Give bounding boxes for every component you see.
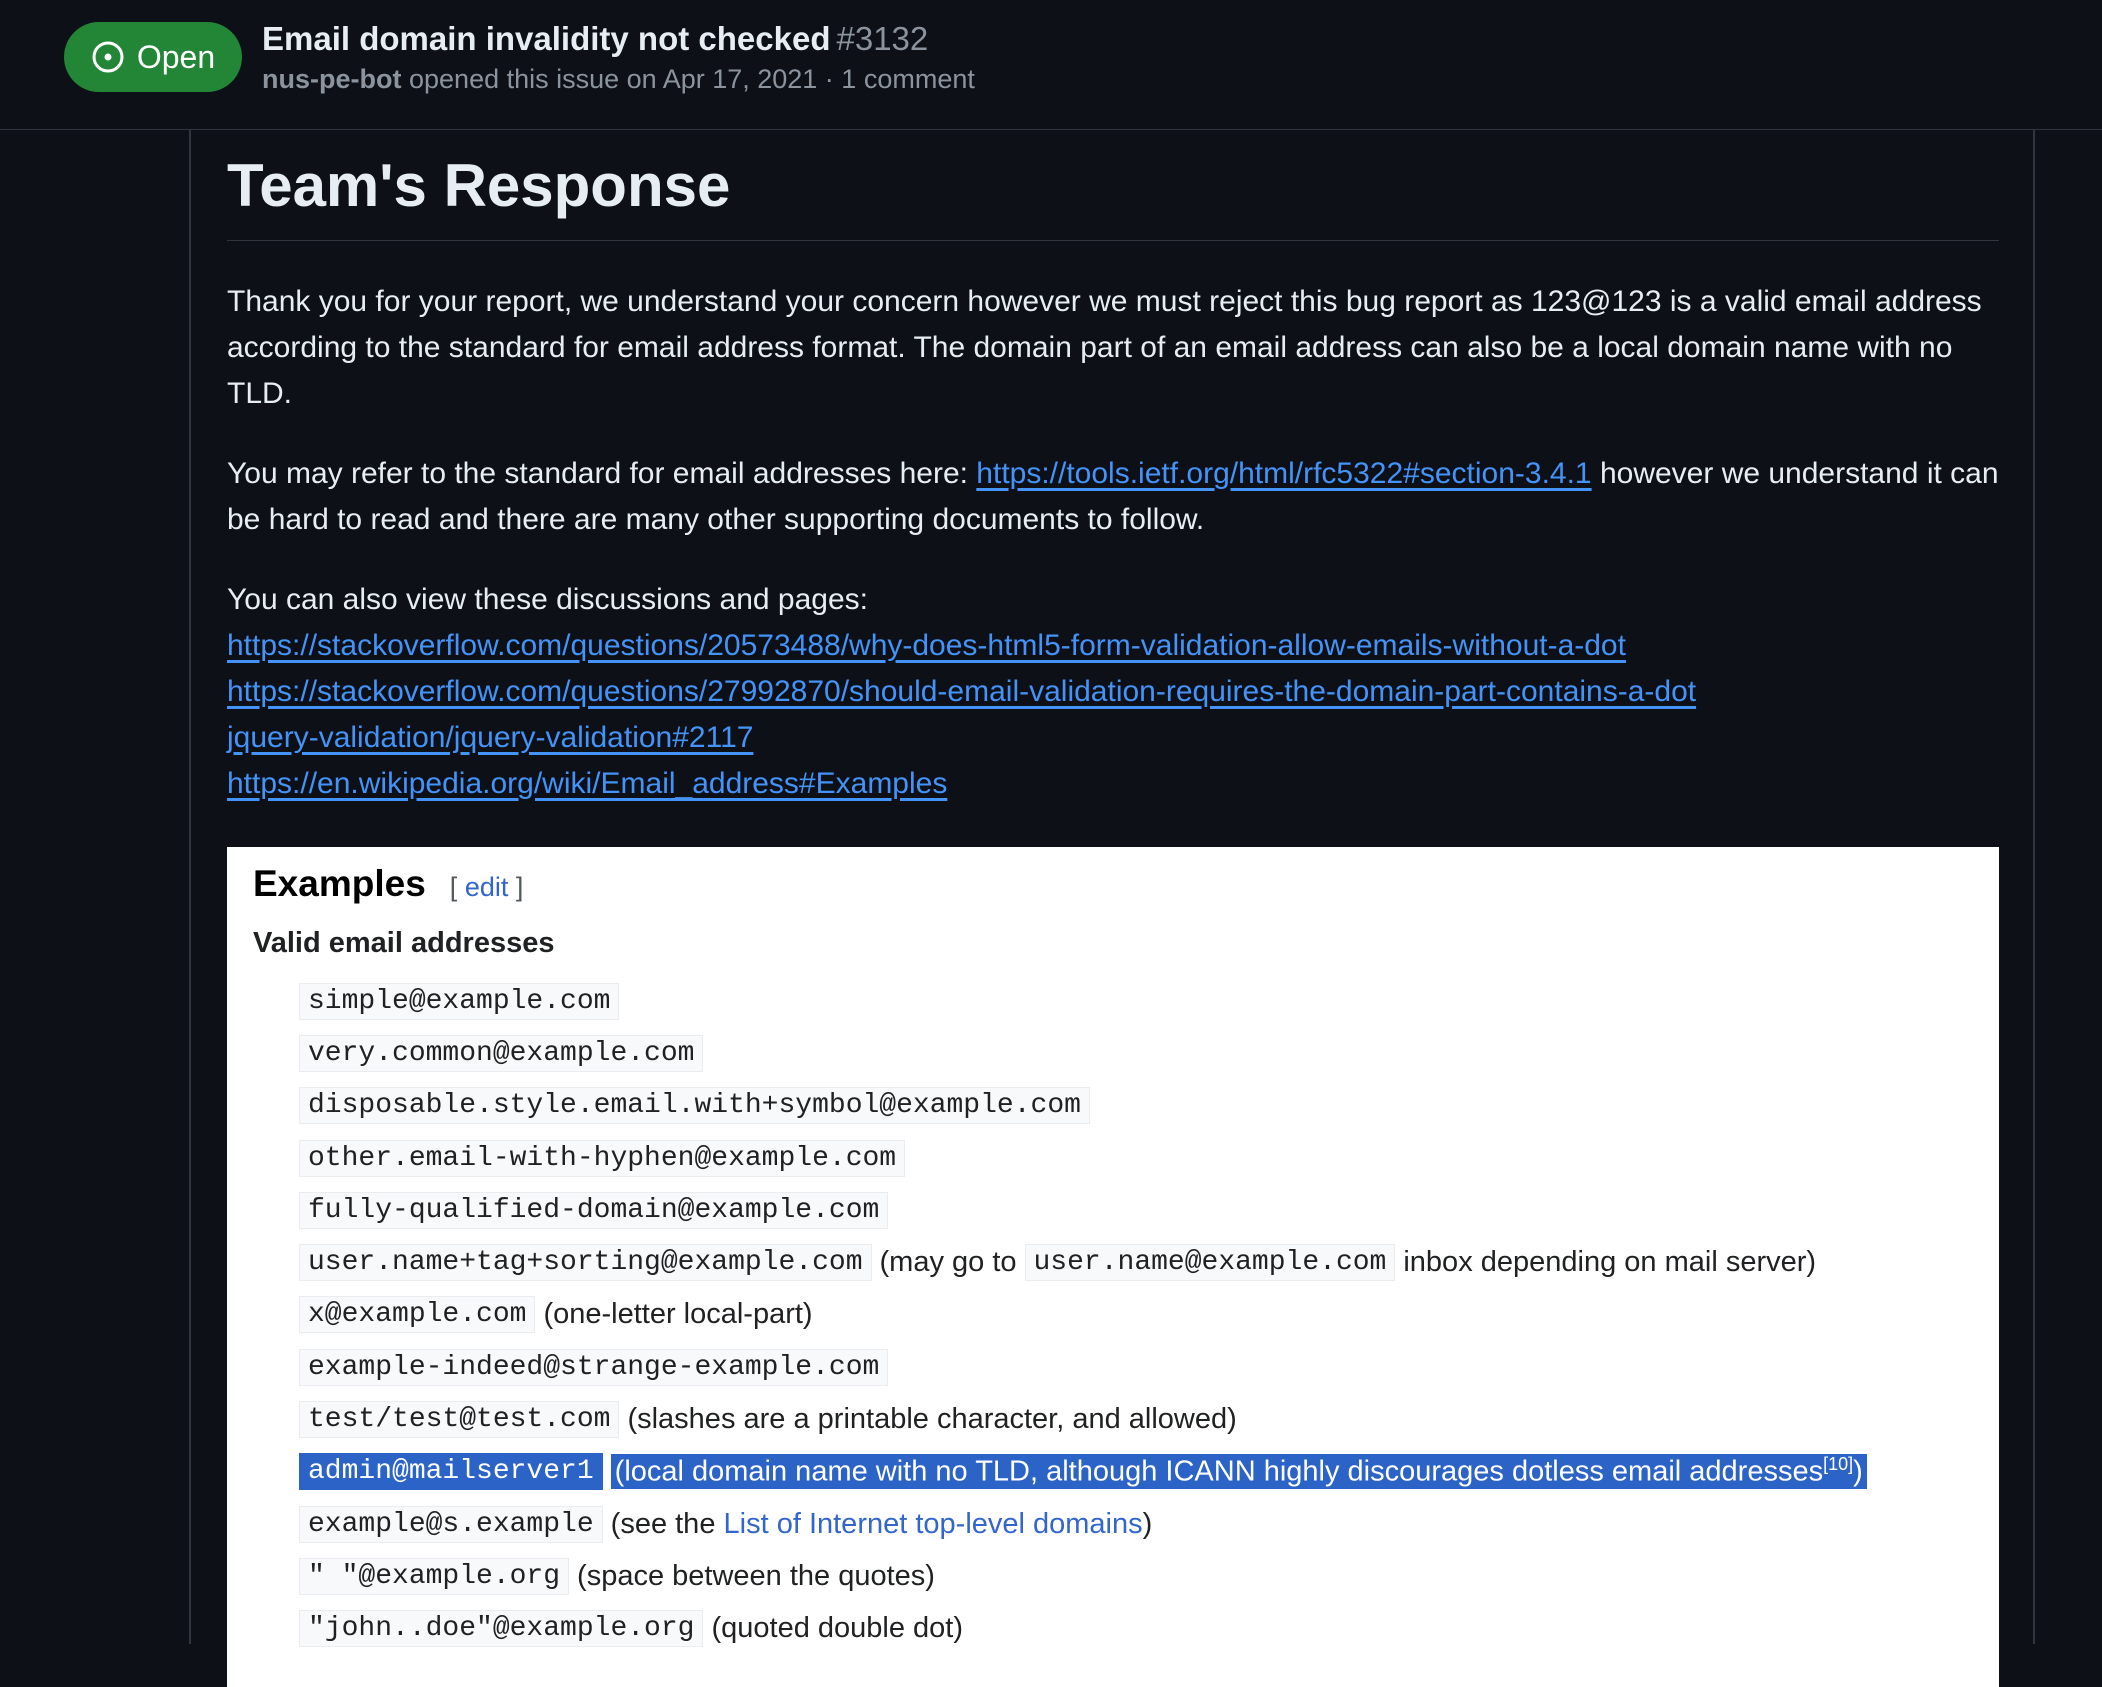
example-note-text: (see the xyxy=(610,1507,716,1540)
list-item xyxy=(299,1184,1867,1236)
example-note-close: ) xyxy=(1142,1507,1153,1540)
example-note: inbox depending on mail server) xyxy=(1403,1246,1817,1279)
list-item xyxy=(299,1498,1867,1550)
response-heading: Team's Response xyxy=(227,130,1999,241)
example-note: (may go to xyxy=(879,1246,1017,1279)
footnote-ref: [10] xyxy=(1823,1454,1854,1475)
p2-text-pre: You may refer to the standard for email addresses here: xyxy=(227,457,977,490)
list-item xyxy=(299,1341,1867,1393)
email-example: very.common@example.com xyxy=(299,1035,703,1072)
email-example: disposable.style.email.with+symbol@example.com xyxy=(299,1087,1090,1124)
issue-open-icon xyxy=(91,40,125,74)
jquery-validation-issue-link[interactable]: jquery-validation/jquery-validation#2117 xyxy=(227,721,754,754)
list-item xyxy=(299,1550,1867,1602)
wiki-edit-control xyxy=(450,872,524,903)
response-paragraph-3 xyxy=(227,577,1999,807)
issue-state-label: Open xyxy=(136,38,216,75)
tld-list-link: List of Internet top-level domains xyxy=(723,1507,1143,1540)
email-example: x@example.com xyxy=(299,1296,535,1333)
wikipedia-link[interactable]: https://en.wikipedia.org/wiki/Email_address#Examples xyxy=(227,767,948,800)
issue-meta xyxy=(262,64,975,95)
issue-header xyxy=(0,0,2102,130)
issue-author-link[interactable]: nus-pe-bot xyxy=(262,64,402,94)
wiki-valid-emails-heading: Valid email addresses xyxy=(253,927,555,959)
wikipedia-examples-image xyxy=(227,847,1999,1687)
p3-intro: You can also view these discussions and pages: xyxy=(227,583,868,616)
rfc5322-link[interactable]: https://tools.ietf.org/html/rfc5322#section-3.4.1 xyxy=(976,457,1592,490)
example-note xyxy=(611,1454,1867,1489)
list-item-selected xyxy=(299,1446,1867,1498)
example-note: (one-letter local-part) xyxy=(543,1298,813,1331)
stackoverflow-link-2[interactable]: https://stackoverflow.com/questions/27992870/should-email-validation-requires-the-domain-part-contains-a-dot xyxy=(227,675,1697,708)
list-item xyxy=(299,1603,1867,1655)
comment-body xyxy=(189,130,2035,1644)
email-example: simple@example.com xyxy=(299,983,619,1020)
email-example: other.email-with-hyphen@example.com xyxy=(299,1140,905,1177)
list-item xyxy=(299,1027,1867,1079)
issue-title xyxy=(262,20,928,58)
wiki-section-header xyxy=(253,863,523,905)
example-note xyxy=(611,1508,1153,1541)
issue-meta-text: opened this issue on Apr 17, 2021 · 1 comment xyxy=(409,64,975,94)
list-item xyxy=(299,1289,1867,1341)
example-note: (quoted double dot) xyxy=(711,1612,963,1645)
issue-number: #3132 xyxy=(836,20,929,57)
email-example: user.name@example.com xyxy=(1025,1244,1396,1281)
list-item xyxy=(299,1132,1867,1184)
email-example: example@s.example xyxy=(299,1506,603,1543)
p2-text-post: however we understand it can be hard to read and there are many other supporting documents to follow. xyxy=(227,457,1999,536)
response-paragraph-1: Thank you for your report, we understand your concern however we must reject this bug report as 123@123 is a valid email address according to the standard for email address format. The domain part of an email address can also be a local domain name with no TLD. xyxy=(227,285,1982,410)
email-example: test/test@test.com xyxy=(299,1401,619,1438)
list-item xyxy=(299,975,1867,1027)
email-example: admin@mailserver1 xyxy=(299,1453,603,1490)
issue-title-text: Email domain invalidity not checked xyxy=(262,20,831,57)
wiki-edit-bracket-open: [ xyxy=(449,872,458,902)
comment-content xyxy=(227,130,1999,807)
email-example: example-indeed@strange-example.com xyxy=(299,1349,888,1386)
email-example: user.name+tag+sorting@example.com xyxy=(299,1244,872,1281)
wiki-edit-link: edit xyxy=(464,872,509,902)
list-item xyxy=(299,1393,1867,1445)
wiki-examples-heading: Examples xyxy=(253,863,426,904)
wiki-edit-bracket-close: ] xyxy=(515,872,524,902)
list-item xyxy=(299,1080,1867,1132)
stackoverflow-link-1[interactable]: https://stackoverflow.com/questions/20573488/why-does-html5-form-validation-allow-emails-without-a-dot xyxy=(227,629,1626,662)
wiki-examples-list xyxy=(299,975,1867,1655)
email-example: fully-qualified-domain@example.com xyxy=(299,1192,888,1229)
example-note-close: ) xyxy=(1853,1456,1863,1489)
email-example: " "@example.org xyxy=(299,1558,569,1595)
email-example: "john..doe"@example.org xyxy=(299,1610,703,1647)
example-note: (slashes are a printable character, and allowed) xyxy=(627,1403,1237,1436)
example-note-text: (local domain name with no TLD, although ICANN highly discourages dotless email addresses xyxy=(614,1456,1824,1489)
issue-state-badge xyxy=(64,22,242,92)
example-note: (space between the quotes) xyxy=(577,1559,935,1592)
list-item xyxy=(299,1236,1867,1288)
response-paragraph-2 xyxy=(227,451,1999,543)
